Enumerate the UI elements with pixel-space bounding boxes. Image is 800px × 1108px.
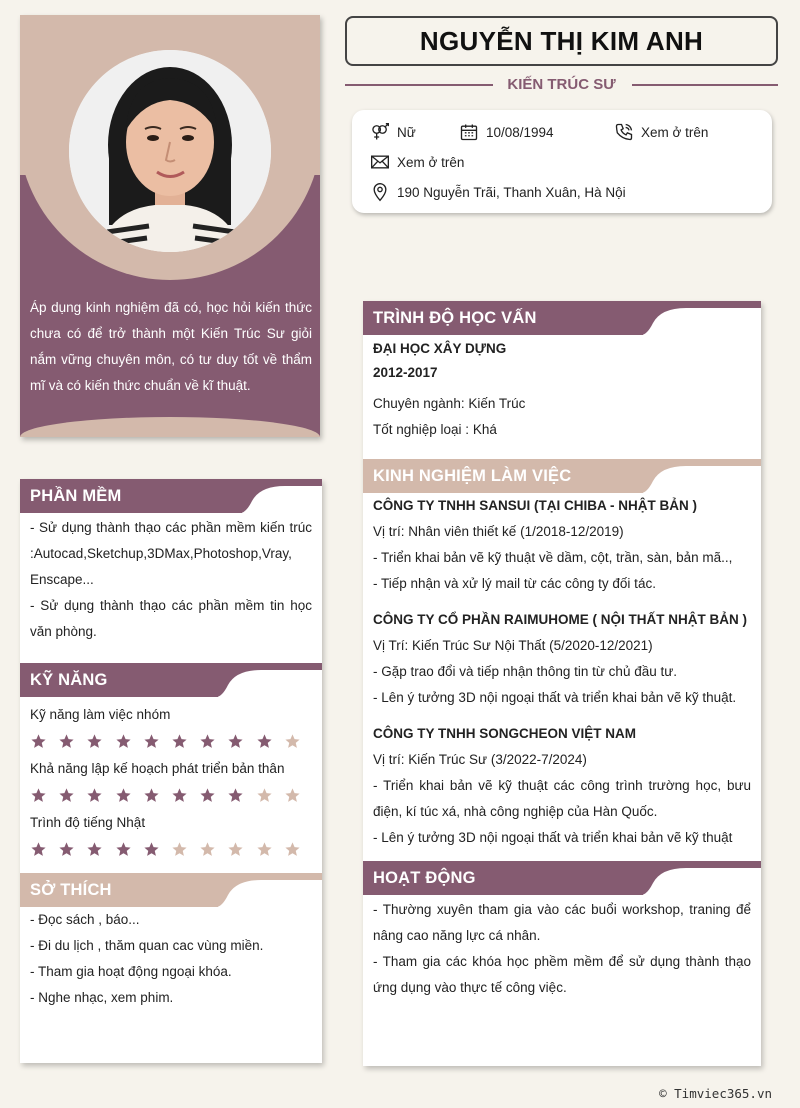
experience-list	[363, 493, 761, 851]
contact-email[interactable]: Xem ở trên	[370, 152, 464, 172]
education-header	[363, 301, 761, 335]
skill-rating	[30, 839, 312, 859]
star-filled-icon	[86, 785, 114, 805]
gender-icon	[370, 122, 390, 142]
contact-birthday: 10/08/1994	[459, 122, 554, 142]
star-empty-icon	[284, 731, 312, 751]
star-filled-icon	[115, 731, 143, 751]
school-name: ĐẠI HỌC XÂY DỰNG	[373, 341, 507, 356]
education-heading: TRÌNH ĐỘ HỌC VẤN	[363, 301, 643, 335]
software-item: - Sử dụng thành thạo các phần mềm tin học văn phòng.	[30, 598, 312, 639]
job-item	[373, 721, 751, 851]
footer-credit: © Timviec365.vn	[659, 1086, 772, 1101]
skill-rating	[30, 731, 312, 751]
education-major: Chuyên ngành: Kiến Trúc	[373, 396, 526, 411]
avatar	[69, 50, 271, 252]
star-filled-icon	[171, 731, 199, 751]
job-task: - Lên ý tưởng 3D nội ngoại thất và triển khai bản vẽ kỹ thuật	[373, 830, 733, 845]
job-position: Vị trí: Nhân viên thiết kế (1/2018-12/2019)	[373, 524, 624, 539]
star-filled-icon	[171, 785, 199, 805]
star-filled-icon	[256, 731, 284, 751]
activity-item: - Tham gia các khóa học phềm mềm để sử dụng thành thạo ứng dụng vào thực tế công việc.	[373, 954, 751, 995]
star-filled-icon	[30, 785, 58, 805]
left-column-card	[20, 479, 322, 1063]
job-company: CÔNG TY CỔ PHẦN RAIMUHOME ( NỘI THẤT NHẬT BẢN )	[373, 612, 747, 627]
star-filled-icon	[227, 785, 255, 805]
job-item	[373, 607, 751, 711]
hobby-item: - Đi du lịch , thăm quan cac vùng miền.	[30, 938, 264, 953]
skill-item	[30, 705, 312, 751]
software-heading: PHẦN MỀM	[20, 479, 242, 513]
star-filled-icon	[143, 839, 171, 859]
star-filled-icon	[199, 785, 227, 805]
software-item: - Sử dụng thành thạo các phần mềm kiến trúc :Autocad,Sketchup,3DMax,Photoshop,Vray, Enscape...	[30, 520, 312, 587]
skill-label: Kỹ năng làm việc nhóm	[30, 707, 171, 722]
right-column-card	[363, 301, 761, 1066]
job-position: Vị Trí: Kiến Trúc Sư Nội Thất (5/2020-12/2021)	[373, 638, 653, 653]
star-empty-icon	[256, 839, 284, 859]
calendar-icon	[459, 122, 479, 142]
job-task: - Lên ý tưởng 3D nội ngoại thất và triển khai bản vẽ kỹ thuật.	[373, 690, 737, 705]
contact-gender: Nữ	[370, 122, 416, 142]
location-pin-icon	[370, 182, 390, 202]
activities-list	[363, 897, 761, 1001]
software-header	[20, 479, 322, 513]
hobby-item: - Tham gia hoạt động ngoại khóa.	[30, 964, 232, 979]
hobbies-header	[20, 873, 322, 907]
job-title: KIẾN TRÚC SƯ	[507, 76, 616, 93]
star-filled-icon	[58, 731, 86, 751]
job-task: - Triển khai bản vẽ kỹ thuật về dầm, cột, trần, sàn, bản mã..,	[373, 550, 733, 565]
star-empty-icon	[199, 839, 227, 859]
job-company: CÔNG TY TNHH SANSUI (TẠI CHIBA - NHẬT BẢN )	[373, 498, 697, 513]
contact-phone[interactable]: Xem ở trên	[614, 122, 708, 142]
education-details	[363, 337, 761, 443]
star-filled-icon	[143, 785, 171, 805]
skill-item	[30, 813, 312, 859]
job-company: CÔNG TY TNHH SONGCHEON VIỆT NAM	[373, 726, 637, 741]
star-filled-icon	[86, 731, 114, 751]
job-task: - Gặp trao đổi và tiếp nhận thông tin từ chủ đầu tư.	[373, 664, 678, 679]
email-icon	[370, 152, 390, 172]
contact-card	[352, 110, 772, 213]
full-name: NGUYỄN THỊ KIM ANH	[419, 25, 704, 56]
skills-heading: KỸ NĂNG	[20, 663, 218, 697]
school-years: 2012-2017	[373, 365, 438, 380]
star-filled-icon	[227, 731, 255, 751]
career-objective: Áp dụng kinh nghiệm đã có, học hỏi kiến thức chưa có để trở thành một Kiến Trúc Sư giỏi nắm vững chuyên môn, có tư duy tốt về thẩm mĩ và có kiến thức chuẩn về kĩ thuật.	[30, 300, 312, 393]
star-empty-icon	[284, 839, 312, 859]
skill-label: Trình độ tiếng Nhật	[30, 815, 146, 830]
hobbies-heading: SỞ THÍCH	[20, 873, 218, 907]
skills-header	[20, 663, 322, 697]
star-filled-icon	[199, 731, 227, 751]
star-filled-icon	[86, 839, 114, 859]
activities-header	[363, 861, 761, 895]
experience-heading: KINH NGHIỆM LÀM VIỆC	[363, 459, 643, 493]
job-task: - Tiếp nhận và xử lý mail từ các công ty đối tác.	[373, 576, 656, 591]
profile-panel	[20, 15, 320, 437]
star-filled-icon	[30, 731, 58, 751]
name-box	[345, 16, 778, 66]
skills-list	[20, 705, 322, 859]
skill-item	[30, 759, 312, 805]
star-filled-icon	[30, 839, 58, 859]
experience-header	[363, 459, 761, 493]
star-filled-icon	[143, 731, 171, 751]
hobby-item: - Nghe nhạc, xem phim.	[30, 990, 174, 1005]
activities-heading: HOẠT ĐỘNG	[363, 861, 643, 895]
skill-label: Khả năng lập kế hoạch phát triển bản thân	[30, 761, 285, 776]
star-filled-icon	[58, 839, 86, 859]
star-empty-icon	[256, 785, 284, 805]
hobby-item: - Đọc sách , báo...	[30, 912, 140, 927]
job-position: Vị trí: Kiến Trúc Sư (3/2022-7/2024)	[373, 752, 587, 767]
job-task: - Triển khai bản vẽ kỹ thuật các công trình trường học, bưu điện, kí túc xá, nhà công nghiệp của Hàn Quốc.	[373, 778, 751, 819]
skill-rating	[30, 785, 312, 805]
star-empty-icon	[171, 839, 199, 859]
star-filled-icon	[115, 839, 143, 859]
education-grade: Tốt nghiệp loại : Khá	[373, 422, 497, 437]
star-filled-icon	[58, 785, 86, 805]
activity-item: - Thường xuyên tham gia vào các buổi workshop, traning để nâng cao năng lực cá nhân.	[373, 902, 751, 943]
contact-address: 190 Nguyễn Trãi, Thanh Xuân, Hà Nội	[370, 182, 626, 202]
star-empty-icon	[284, 785, 312, 805]
job-item	[373, 493, 751, 597]
job-title-row	[345, 76, 778, 94]
hobbies-list	[20, 907, 322, 1011]
software-list	[20, 515, 322, 645]
star-empty-icon	[227, 839, 255, 859]
phone-icon	[614, 122, 634, 142]
star-filled-icon	[115, 785, 143, 805]
